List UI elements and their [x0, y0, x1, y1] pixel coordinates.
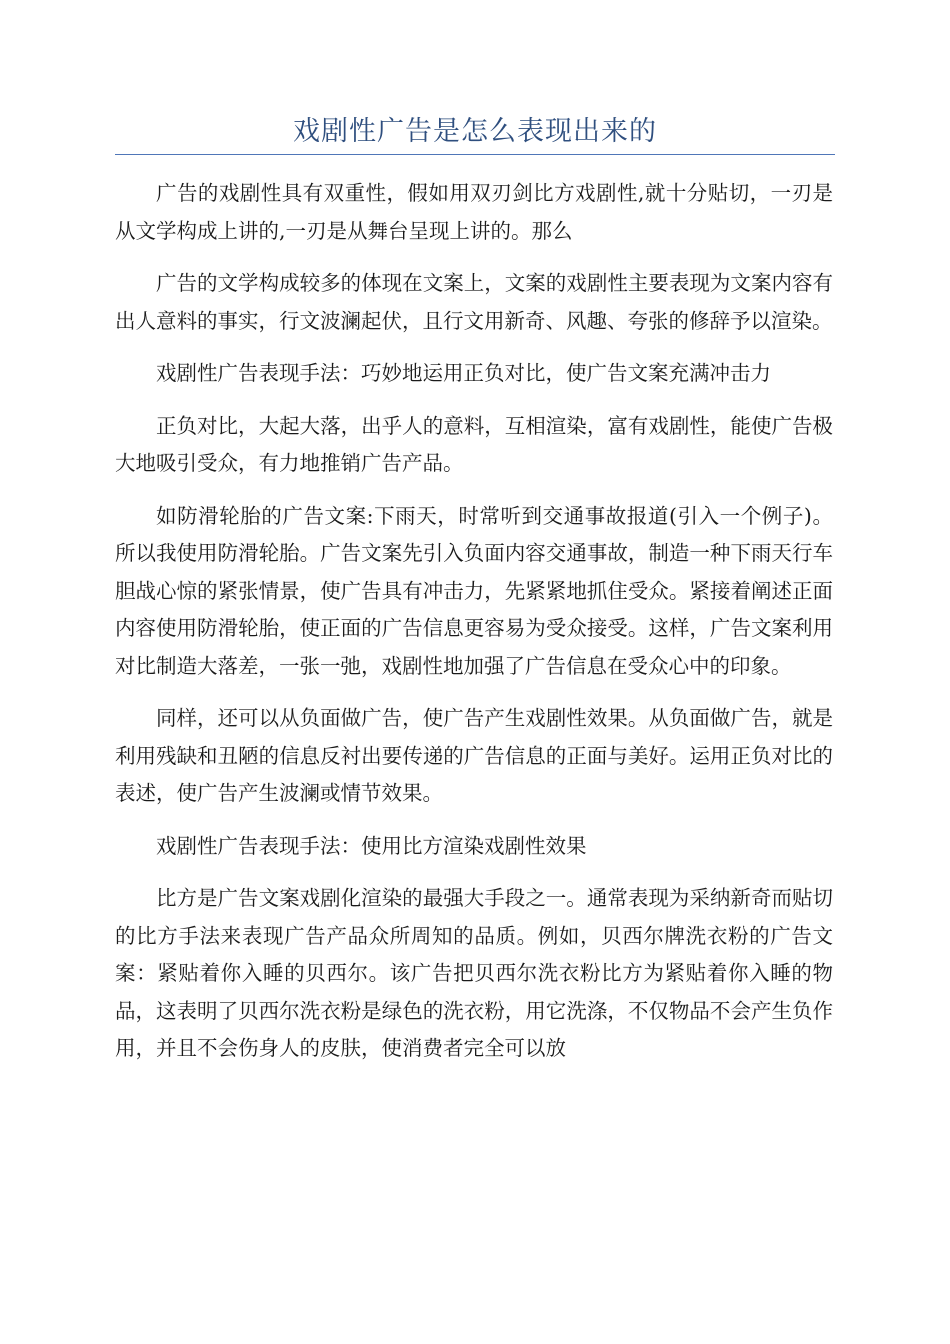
document-title: 戏剧性广告是怎么表现出来的 [293, 116, 657, 147]
paragraph-7-heading: 戏剧性广告表现手法：使用比方渲染戏剧性效果 [156, 833, 587, 858]
paragraph-1: 广告的戏剧性具有双重性，假如用双刃剑比方戏剧性,就十分贴切，一刃是从文学构成上讲的,一刃是从舞台呈现上讲的。那么 [115, 181, 833, 243]
document-body [115, 175, 833, 1083]
paragraph-6: 同样，还可以从负面做广告，使广告产生戏剧性效果。从负面做广告，就是利用残缺和丑陋的信息反衬出要传递的广告信息的正面与美好。运用正负对比的表述，使广告产生波澜或情节效果。 [115, 706, 833, 805]
paragraph-4: 正负对比，大起大落，出乎人的意料，互相渲染，富有戏剧性，能使广告极大地吸引受众，有力地推销广告产品。 [115, 413, 833, 475]
paragraph-3-heading: 戏剧性广告表现手法：巧妙地运用正负对比，使广告文案充满冲击力 [156, 361, 771, 385]
paragraph-2: 广告的文学构成较多的体现在文案上，文案的戏剧性主要表现为文案内容有出人意料的事实，行文波澜起伏，且行文用新奇、风趣、夸张的修辞予以渲染。 [115, 271, 833, 333]
paragraph-8: 比方是广告文案戏剧化渲染的最强大手段之一。通常表现为采纳新奇而贴切的比方手法来表现广告产品众所周知的品质。例如，贝西尔牌洗衣粉的广告文案：紧贴着你入睡的贝西尔。该广告把贝西尔洗衣粉比方为紧贴着你入睡的物品，这表明了贝西尔洗衣粉是绿色的洗衣粉，用它洗涤，不仅物品不会产生负作用，并且不会伤身人的皮肤，使消费者完全可以放 [115, 886, 833, 1060]
paragraph-5: 如防滑轮胎的广告文案:下雨天，时常听到交通事故报道(引入一个例子)。所以我使用防滑轮胎。广告文案先引入负面内容交通事故，制造一种下雨天行车胆战心惊的紧张情景，使广告具有冲击力，先紧紧地抓住受众。紧接着阐述正面内容使用防滑轮胎，使正面的广告信息更容易为受众接受。这样，广告文案利用对比制造大落差，一张一弛，戏剧性地加强了广告信息在受众心中的印象。 [115, 503, 833, 678]
title-underline-divider [115, 154, 835, 155]
